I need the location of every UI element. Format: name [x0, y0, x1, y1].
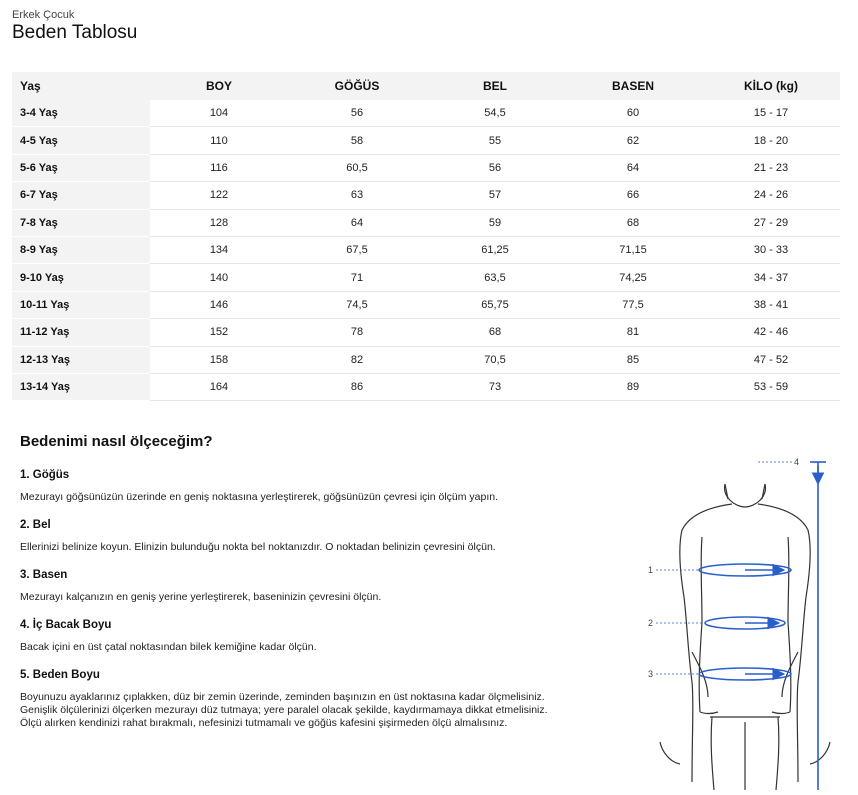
hip-cell: 60: [564, 100, 702, 127]
guide-section-title: 3. Basen: [20, 569, 68, 581]
age-cell: 9-10 Yaş: [12, 264, 150, 291]
body-measurement-illustration: [640, 452, 840, 790]
hip-cell: 81: [564, 319, 702, 346]
table-row: [12, 154, 840, 181]
guide-section-text: Mezurayı göğsünüzün üzerinde en geniş noktasına yerleştirerek, göğsünüzün çevresi için ölçüm yapın.: [20, 491, 499, 503]
weight-cell: 18 - 20: [702, 127, 840, 154]
age-cell: 12-13 Yaş: [12, 346, 150, 373]
table-header-row: [12, 72, 840, 100]
age-cell: 10-11 Yaş: [12, 291, 150, 318]
guide-section-inseam: [20, 618, 560, 654]
table-row: [12, 182, 840, 209]
marker-labels: [648, 457, 799, 679]
chest-cell: 60,5: [288, 154, 426, 181]
waist-cell: 56: [426, 154, 564, 181]
column-header-waist: BEL: [426, 72, 564, 100]
page-subtitle: Erkek Çocuk: [12, 9, 75, 21]
marker-label-1: 1: [648, 565, 654, 575]
height-cell: 104: [150, 100, 288, 127]
age-cell: 6-7 Yaş: [12, 182, 150, 209]
weight-cell: 21 - 23: [702, 154, 840, 181]
waist-cell: 65,75: [426, 291, 564, 318]
guide-section-waist: [20, 518, 560, 554]
table-row: [12, 346, 840, 373]
leader-lines: [656, 462, 792, 674]
hip-cell: 85: [564, 346, 702, 373]
table-row: [12, 319, 840, 346]
column-header-hip: BASEN: [564, 72, 702, 100]
hip-cell: 71,15: [564, 236, 702, 263]
size-chart-table: [12, 72, 840, 401]
waist-cell: 73: [426, 373, 564, 400]
chest-cell: 58: [288, 127, 426, 154]
chest-cell: 82: [288, 346, 426, 373]
height-cell: 152: [150, 319, 288, 346]
hip-cell: 66: [564, 182, 702, 209]
waist-cell: 57: [426, 182, 564, 209]
height-cell: 146: [150, 291, 288, 318]
table-row: [12, 236, 840, 263]
guide-section-title: 4. İç Bacak Boyu: [20, 619, 112, 631]
weight-cell: 27 - 29: [702, 209, 840, 236]
chest-cell: 67,5: [288, 236, 426, 263]
table-row: [12, 373, 840, 400]
page-header: [12, 9, 137, 44]
chest-cell: 71: [288, 264, 426, 291]
chest-cell: 63: [288, 182, 426, 209]
marker-label-4: 4: [794, 457, 800, 467]
body-outline-svg: [640, 452, 840, 790]
age-cell: 8-9 Yaş: [12, 236, 150, 263]
column-header-weight: KİLO (kg): [702, 72, 840, 100]
waist-cell: 55: [426, 127, 564, 154]
weight-cell: 38 - 41: [702, 291, 840, 318]
age-cell: 11-12 Yaş: [12, 319, 150, 346]
weight-cell: 34 - 37: [702, 264, 840, 291]
height-cell: 110: [150, 127, 288, 154]
guide-heading: Bedenimi nasıl ölçeceğim?: [20, 433, 213, 450]
guide-section-title: 5. Beden Boyu: [20, 669, 100, 681]
waist-cell: 54,5: [426, 100, 564, 127]
hip-cell: 89: [564, 373, 702, 400]
guide-section-text: Mezurayı kalçanızın en geniş yerine yerleştirerek, baseninizin çevresini ölçün.: [20, 591, 382, 603]
height-cell: 140: [150, 264, 288, 291]
measurement-lines: [699, 462, 826, 790]
marker-label-3: 3: [648, 669, 654, 679]
hip-cell: 62: [564, 127, 702, 154]
hip-cell: 64: [564, 154, 702, 181]
hip-cell: 77,5: [564, 291, 702, 318]
weight-cell: 42 - 46: [702, 319, 840, 346]
age-cell: 4-5 Yaş: [12, 127, 150, 154]
height-cell: 134: [150, 236, 288, 263]
height-cell: 116: [150, 154, 288, 181]
chest-cell: 56: [288, 100, 426, 127]
hip-cell: 74,25: [564, 264, 702, 291]
chest-cell: 86: [288, 373, 426, 400]
column-header-height: BOY: [150, 72, 288, 100]
table-row: [12, 127, 840, 154]
measurement-guide: [20, 432, 560, 744]
age-cell: 3-4 Yaş: [12, 100, 150, 127]
weight-cell: 15 - 17: [702, 100, 840, 127]
table-row: [12, 100, 840, 127]
chest-cell: 74,5: [288, 291, 426, 318]
waist-cell: 68: [426, 319, 564, 346]
child-silhouette: [660, 484, 830, 790]
height-cell: 128: [150, 209, 288, 236]
guide-section-text: Bacak içini en üst çatal noktasından bilek kemiğine kadar ölçün.: [20, 641, 317, 653]
waist-cell: 70,5: [426, 346, 564, 373]
guide-section-body-height: [20, 668, 560, 730]
height-cell: 122: [150, 182, 288, 209]
table-row: [12, 209, 840, 236]
weight-cell: 47 - 52: [702, 346, 840, 373]
guide-section-text: Boyunuzu ayaklarınız çıplakken, düz bir zemin üzerinde, zeminden başınızın en üst noktasına kadar ölçmelisiniz. Genişlik ölçülerinizi ölçerken mezurayı düz tutmaya; yere paralel olacak şekilde, kaydırmamaya dikkat etmelisiniz. Ölçü alırken kendinizi rahat bırakmalı, nefesinizi tutmamalı ve göğüs kafesini şişirmeden ölçü almalısınız.: [20, 691, 548, 729]
hip-cell: 68: [564, 209, 702, 236]
guide-section-hip: [20, 568, 560, 604]
height-cell: 164: [150, 373, 288, 400]
table-row: [12, 291, 840, 318]
weight-cell: 24 - 26: [702, 182, 840, 209]
guide-section-chest: [20, 468, 560, 504]
marker-label-2: 2: [648, 618, 654, 628]
weight-cell: 30 - 33: [702, 236, 840, 263]
age-cell: 7-8 Yaş: [12, 209, 150, 236]
waist-cell: 63,5: [426, 264, 564, 291]
chest-cell: 64: [288, 209, 426, 236]
column-header-chest: GÖĞÜS: [288, 72, 426, 100]
age-cell: 5-6 Yaş: [12, 154, 150, 181]
guide-section-text: Ellerinizi belinize koyun. Elinizin bulunduğu nokta bel noktanızdır. O noktadan belinizin çevresini ölçün.: [20, 541, 496, 553]
guide-section-title: 2. Bel: [20, 519, 51, 531]
column-header-age: Yaş: [12, 72, 150, 100]
waist-cell: 59: [426, 209, 564, 236]
guide-section-title: 1. Göğüs: [20, 469, 70, 481]
weight-cell: 53 - 59: [702, 373, 840, 400]
age-cell: 13-14 Yaş: [12, 373, 150, 400]
height-cell: 158: [150, 346, 288, 373]
chest-cell: 78: [288, 319, 426, 346]
waist-cell: 61,25: [426, 236, 564, 263]
page-title: Beden Tablosu: [12, 22, 138, 43]
table-row: [12, 264, 840, 291]
